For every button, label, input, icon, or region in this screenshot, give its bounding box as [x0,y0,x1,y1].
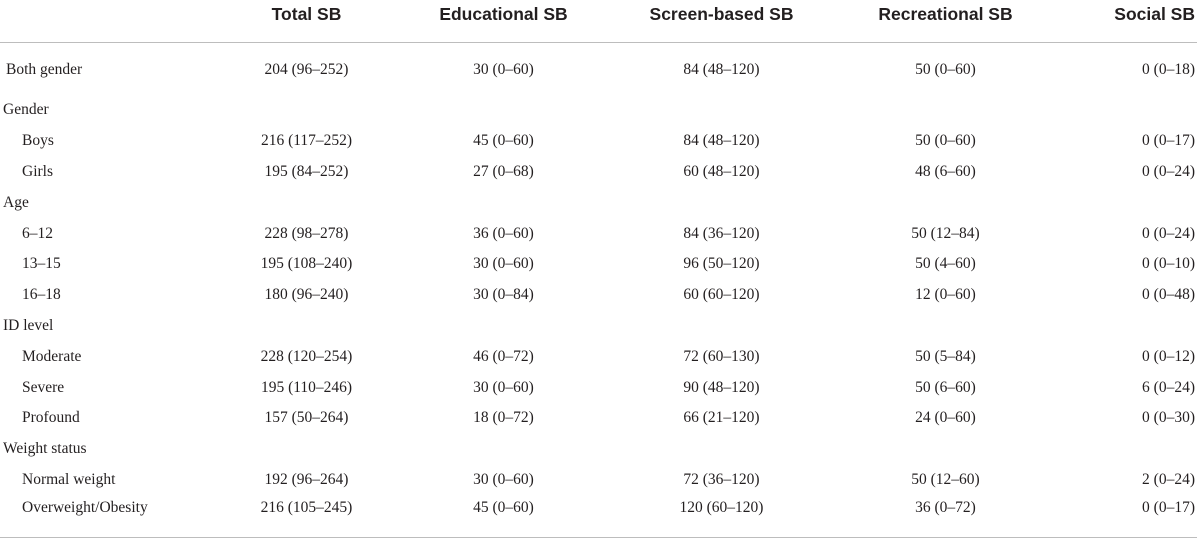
cell-educational-sb [395,434,612,465]
cell-recreational-sb [831,187,1060,218]
cell-educational-sb: 30 (0–84) [473,286,534,304]
table-row [0,465,1197,496]
cell-total-sb: 204 (96–252) [264,61,349,78]
cell-educational-sb [395,311,612,342]
cell-social-sb [1060,434,1197,465]
cell-social-sb [1060,311,1197,342]
row-label: Girls [22,162,53,180]
cell-total-sb: 195 (108–240) [260,255,353,273]
cell-screen-based-sb: 84 (48–120) [683,61,760,78]
cell-recreational-sb [831,434,1060,465]
table-header [0,0,1197,43]
cell-recreational-sb: 48 (6–60) [915,162,976,180]
row-label: 13–15 [22,255,61,273]
cell-recreational-sb: 12 (0–60) [915,286,976,304]
column-header-label [0,0,218,43]
cell-educational-sb: 18 (0–72) [473,409,534,427]
cell-educational-sb: 36 (0–60) [473,224,534,242]
cell-total-sb [218,187,395,218]
column-header-social-sb: Social SB [1060,0,1197,43]
cell-social-sb: 0 (0–10) [1142,255,1195,273]
group-header-row [0,95,1197,126]
cell-screen-based-sb: 60 (48–120) [683,162,760,180]
cell-educational-sb: 30 (0–60) [473,470,534,488]
cell-social-sb: 0 (0–24) [1142,224,1195,242]
row-label: Boys [22,132,54,150]
cell-educational-sb [395,187,612,218]
row-label: 16–18 [22,286,61,304]
column-header-recreational-sb: Recreational SB [831,0,1060,43]
cell-total-sb: 216 (105–245) [218,495,395,538]
cell-recreational-sb: 24 (0–60) [915,409,976,427]
group-label: ID level [3,316,54,334]
cell-screen-based-sb [612,95,831,126]
row-label: Moderate [22,347,82,365]
cell-social-sb: 0 (0–48) [1142,286,1195,304]
cell-total-sb: 157 (50–264) [264,409,349,427]
header-row [0,0,1197,43]
cell-screen-based-sb: 66 (21–120) [683,409,760,427]
row-label: Profound [22,409,80,427]
cell-total-sb: 228 (98–278) [264,224,349,242]
cell-total-sb [218,95,395,126]
row-label: Both gender [6,61,83,78]
cell-social-sb: 0 (0–24) [1142,162,1195,180]
table-row [0,341,1197,372]
cell-total-sb: 195 (84–252) [264,162,349,180]
cell-screen-based-sb: 72 (60–130) [683,347,760,365]
cell-total-sb [218,434,395,465]
cell-recreational-sb [831,311,1060,342]
cell-social-sb: 0 (0–17) [1060,495,1197,538]
cell-educational-sb [395,95,612,126]
cell-screen-based-sb [612,187,831,218]
cell-educational-sb: 46 (0–72) [473,347,534,365]
cell-social-sb: 0 (0–18) [1142,61,1195,78]
cell-social-sb [1060,95,1197,126]
cell-recreational-sb: 50 (0–60) [915,132,976,150]
table-row [0,372,1197,403]
table-row [0,280,1197,311]
table-row [0,495,1197,538]
cell-social-sb [1060,187,1197,218]
group-header-row [0,311,1197,342]
cell-social-sb: 6 (0–24) [1142,378,1195,396]
cell-screen-based-sb: 120 (60–120) [612,495,831,538]
table-row [0,126,1197,157]
group-label: Gender [3,101,49,119]
row-label: Severe [22,378,65,396]
table-body [0,43,1197,538]
cell-recreational-sb: 50 (0–60) [915,61,976,78]
column-header-total-sb: Total SB [218,0,395,43]
cell-recreational-sb: 50 (5–84) [915,347,976,365]
cell-social-sb: 0 (0–12) [1142,347,1195,365]
group-header-row [0,187,1197,218]
table-row [0,43,1197,96]
cell-recreational-sb: 50 (12–84) [911,224,980,242]
group-label: Age [3,193,29,211]
cell-social-sb: 0 (0–17) [1142,132,1195,150]
cell-educational-sb: 45 (0–60) [473,132,534,150]
cell-screen-based-sb: 72 (36–120) [683,470,760,488]
cell-screen-based-sb [612,434,831,465]
column-header-educational-sb: Educational SB [395,0,612,43]
column-header-screen-based-sb: Screen-based SB [612,0,831,43]
cell-total-sb: 195 (110–246) [260,378,353,396]
cell-recreational-sb: 50 (12–60) [911,470,980,488]
cell-educational-sb: 27 (0–68) [473,162,534,180]
cell-screen-based-sb: 84 (48–120) [683,132,760,150]
cell-recreational-sb: 36 (0–72) [831,495,1060,538]
cell-screen-based-sb [612,311,831,342]
group-label: Weight status [3,440,87,458]
cell-total-sb: 216 (117–252) [260,132,353,150]
cell-recreational-sb: 50 (6–60) [915,378,976,396]
row-label: 6–12 [22,224,53,242]
cell-total-sb: 192 (96–264) [264,470,349,488]
table-row [0,249,1197,280]
cell-screen-based-sb: 96 (50–120) [683,255,760,273]
cell-social-sb: 0 (0–30) [1142,409,1195,427]
row-label: Normal weight [22,470,116,488]
table-row [0,218,1197,249]
cell-recreational-sb: 50 (4–60) [915,255,976,273]
cell-social-sb: 2 (0–24) [1142,470,1195,488]
cell-educational-sb: 30 (0–60) [473,61,534,78]
cell-educational-sb: 45 (0–60) [395,495,612,538]
cell-educational-sb: 30 (0–60) [473,255,534,273]
table-row [0,403,1197,434]
cell-recreational-sb [831,95,1060,126]
cell-screen-based-sb: 90 (48–120) [683,378,760,396]
row-label: Overweight/Obesity [0,495,218,538]
cell-educational-sb: 30 (0–60) [473,378,534,396]
table-row [0,157,1197,188]
cell-total-sb: 180 (96–240) [264,286,349,304]
cell-screen-based-sb: 60 (60–120) [683,286,760,304]
cell-total-sb [218,311,395,342]
group-header-row [0,434,1197,465]
cell-screen-based-sb: 84 (36–120) [683,224,760,242]
cell-total-sb: 228 (120–254) [260,347,353,365]
